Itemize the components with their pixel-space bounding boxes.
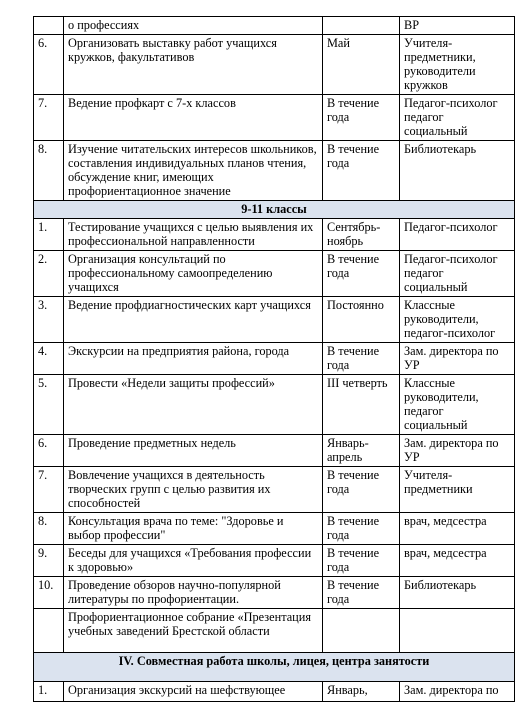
event-cell: Ведение профкарт с 7-х классов xyxy=(64,95,323,141)
event-cell: о профессиях xyxy=(64,17,323,35)
date-cell xyxy=(323,17,400,35)
date-cell: В течение года xyxy=(323,545,400,577)
row-number: 8. xyxy=(34,141,64,201)
row-number: 10. xyxy=(34,577,64,609)
plan-table-body xyxy=(34,17,515,702)
event-cell: Профориентационное собрание «Презентация учебных заведений Брестской области xyxy=(64,609,323,653)
plan-table xyxy=(33,16,515,702)
date-cell: В течение года xyxy=(323,577,400,609)
date-cell: Май xyxy=(323,35,400,95)
table-row xyxy=(34,297,515,343)
event-cell: Тестирование учащихся с целью выявления их профессиональной направленности xyxy=(64,219,323,251)
table-row xyxy=(34,513,515,545)
date-cell: Постоянно xyxy=(323,297,400,343)
row-number: 1. xyxy=(34,682,64,702)
table-row xyxy=(34,375,515,435)
responsible-cell: Библиотекарь xyxy=(400,577,515,609)
event-cell: Вовлечение учащихся в деятельность творческих групп с целью развития их способностей xyxy=(64,467,323,513)
row-number: 5. xyxy=(34,375,64,435)
table-row xyxy=(34,435,515,467)
responsible-cell: Педагог-психолог педагог социальный xyxy=(400,251,515,297)
date-cell: Сентябрь-ноябрь xyxy=(323,219,400,251)
table-row xyxy=(34,35,515,95)
row-number: 9. xyxy=(34,545,64,577)
row-number xyxy=(34,17,64,35)
responsible-cell: Учителя-предметники xyxy=(400,467,515,513)
row-number: 6. xyxy=(34,435,64,467)
date-cell: В течение года xyxy=(323,251,400,297)
event-cell: Организация консультаций по профессиональному самоопределению учащихся xyxy=(64,251,323,297)
row-number: 3. xyxy=(34,297,64,343)
event-cell: Организация экскурсий на шефствующее xyxy=(64,682,323,702)
responsible-cell: ВР xyxy=(400,17,515,35)
row-number: 1. xyxy=(34,219,64,251)
section-header-row xyxy=(34,201,515,219)
date-cell: В течение года xyxy=(323,95,400,141)
row-number: 7. xyxy=(34,467,64,513)
table-row xyxy=(34,251,515,297)
date-cell: Январь-апрель xyxy=(323,435,400,467)
responsible-cell: Педагог-психолог педагог социальный xyxy=(400,95,515,141)
responsible-cell xyxy=(400,609,515,653)
responsible-cell: Учителя-предметники, руководители кружков xyxy=(400,35,515,95)
event-cell: Экскурсии на предприятия района, города xyxy=(64,343,323,375)
responsible-cell: Зам. директора по УР xyxy=(400,435,515,467)
row-number xyxy=(34,609,64,653)
row-number: 6. xyxy=(34,35,64,95)
table-row xyxy=(34,141,515,201)
event-cell: Организовать выставку работ учащихся кружков, факультативов xyxy=(64,35,323,95)
event-cell: Изучение читательских интересов школьников, составления индивидуальных планов чтения, обсуждение книг, имеющих профориентационное значение xyxy=(64,141,323,201)
date-cell: В течение года xyxy=(323,467,400,513)
table-row xyxy=(34,609,515,653)
row-number: 7. xyxy=(34,95,64,141)
event-cell: Провести «Недели защиты профессий» xyxy=(64,375,323,435)
table-row xyxy=(34,219,515,251)
responsible-cell: врач, медсестра xyxy=(400,513,515,545)
event-cell: Проведение предметных недель xyxy=(64,435,323,467)
responsible-cell: Классные руководители, педагог-психолог xyxy=(400,297,515,343)
row-number: 2. xyxy=(34,251,64,297)
event-cell: Консультация врача по теме: "Здоровье и выбор профессии" xyxy=(64,513,323,545)
section-title: 9-11 классы xyxy=(34,201,515,219)
section-title: IV. Совместная работа школы, лицея, центра занятости xyxy=(34,653,515,682)
responsible-cell: Зам. директора по УР xyxy=(400,343,515,375)
table-row xyxy=(34,17,515,35)
responsible-cell: врач, медсестра xyxy=(400,545,515,577)
table-row xyxy=(34,95,515,141)
table-row xyxy=(34,467,515,513)
responsible-cell: Классные руководители, педагог социальный xyxy=(400,375,515,435)
date-cell xyxy=(323,609,400,653)
event-cell: Ведение профдиагностических карт учащихся xyxy=(64,297,323,343)
section-header-row xyxy=(34,653,515,682)
date-cell: В течение года xyxy=(323,513,400,545)
date-cell: Январь, xyxy=(323,682,400,702)
table-row xyxy=(34,577,515,609)
table-row xyxy=(34,343,515,375)
date-cell: В течение года xyxy=(323,343,400,375)
table-row xyxy=(34,682,515,702)
row-number: 4. xyxy=(34,343,64,375)
event-cell: Проведение обзоров научно-популярной литературы по профориентации. xyxy=(64,577,323,609)
table-row xyxy=(34,545,515,577)
event-cell: Беседы для учащихся «Требования профессии к здоровью» xyxy=(64,545,323,577)
row-number: 8. xyxy=(34,513,64,545)
responsible-cell: Педагог-психолог xyxy=(400,219,515,251)
date-cell: III четверть xyxy=(323,375,400,435)
responsible-cell: Библиотекарь xyxy=(400,141,515,201)
date-cell: В течение года xyxy=(323,141,400,201)
responsible-cell: Зам. директора по xyxy=(400,682,515,702)
